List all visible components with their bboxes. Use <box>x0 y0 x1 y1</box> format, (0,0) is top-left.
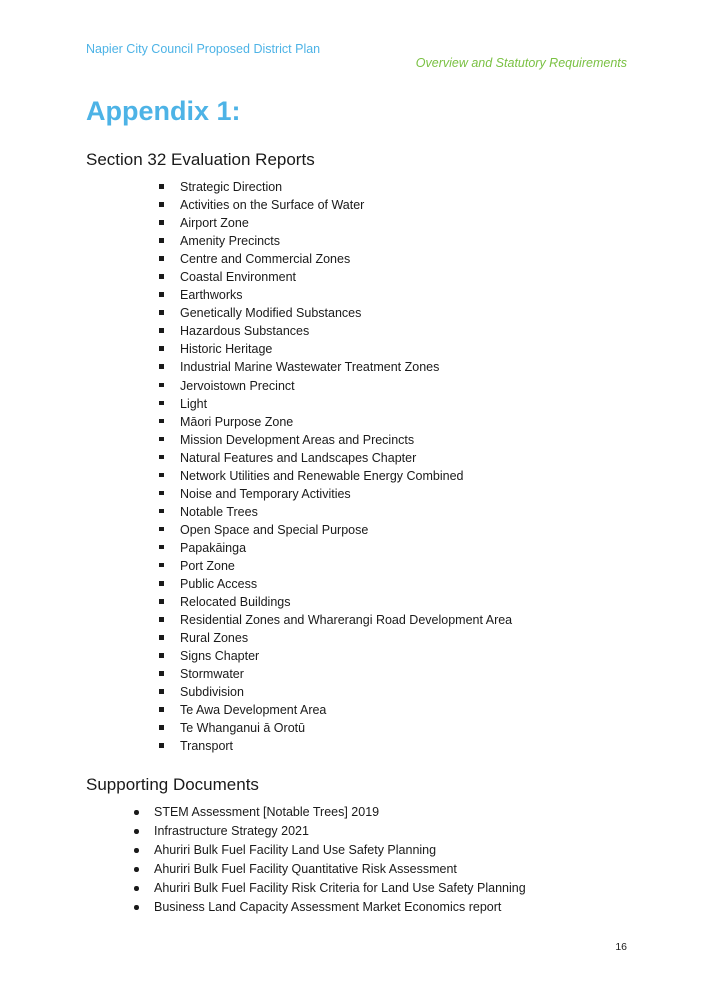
list-item: Historic Heritage <box>180 340 512 358</box>
list-item: Mission Development Areas and Precincts <box>180 431 512 449</box>
list-item: Stormwater <box>180 665 512 683</box>
list-item: Activities on the Surface of Water <box>180 196 512 214</box>
list-item: Transport <box>180 737 512 755</box>
list-item: Residential Zones and Wharerangi Road Development Area <box>180 611 512 629</box>
list-item: Te Awa Development Area <box>180 701 512 719</box>
list-item: Rural Zones <box>180 629 512 647</box>
list-item: Centre and Commercial Zones <box>180 250 512 268</box>
list-item: Hazardous Substances <box>180 322 512 340</box>
list-item: Open Space and Special Purpose <box>180 521 512 539</box>
list-item: Business Land Capacity Assessment Market Economics report <box>154 898 526 917</box>
list-item: Network Utilities and Renewable Energy Combined <box>180 467 512 485</box>
header-document-title: Napier City Council Proposed District Plan <box>86 42 321 56</box>
list-item: Ahuriri Bulk Fuel Facility Land Use Safety Planning <box>154 841 526 860</box>
list-item: Infrastructure Strategy 2021 <box>154 822 526 841</box>
list-item: Māori Purpose Zone <box>180 413 512 431</box>
list-item: Signs Chapter <box>180 647 512 665</box>
list-item: Earthworks <box>180 286 512 304</box>
list-item: Strategic Direction <box>180 178 512 196</box>
page-number: 16 <box>615 941 627 953</box>
page-title: Appendix 1: <box>86 96 241 126</box>
list-item: Noise and Temporary Activities <box>180 485 512 503</box>
list-item: Port Zone <box>180 557 512 575</box>
list-item: Industrial Marine Wastewater Treatment Zones <box>180 358 512 376</box>
list-item: Subdivision <box>180 683 512 701</box>
header-section-title: Overview and Statutory Requirements <box>415 56 627 70</box>
section32-heading: Section 32 Evaluation Reports <box>86 150 315 169</box>
list-item: Public Access <box>180 575 512 593</box>
section32-list <box>180 178 512 756</box>
list-item: Ahuriri Bulk Fuel Facility Quantitative Risk Assessment <box>154 860 526 879</box>
list-item: Notable Trees <box>180 503 512 521</box>
list-item: Te Whanganui ā Orotū <box>180 719 512 737</box>
list-item: Genetically Modified Substances <box>180 304 512 322</box>
list-item: Light <box>180 395 512 413</box>
list-item: Coastal Environment <box>180 268 512 286</box>
list-item: Jervoistown Precinct <box>180 377 512 395</box>
list-item: Airport Zone <box>180 214 512 232</box>
list-item: Relocated Buildings <box>180 593 512 611</box>
list-item: Papakāinga <box>180 539 512 557</box>
list-item: STEM Assessment [Notable Trees] 2019 <box>154 803 526 822</box>
supporting-documents-heading: Supporting Documents <box>86 775 259 794</box>
list-item: Ahuriri Bulk Fuel Facility Risk Criteria for Land Use Safety Planning <box>154 879 526 898</box>
supporting-documents-list <box>154 803 526 918</box>
list-item: Amenity Precincts <box>180 232 512 250</box>
list-item: Natural Features and Landscapes Chapter <box>180 449 512 467</box>
